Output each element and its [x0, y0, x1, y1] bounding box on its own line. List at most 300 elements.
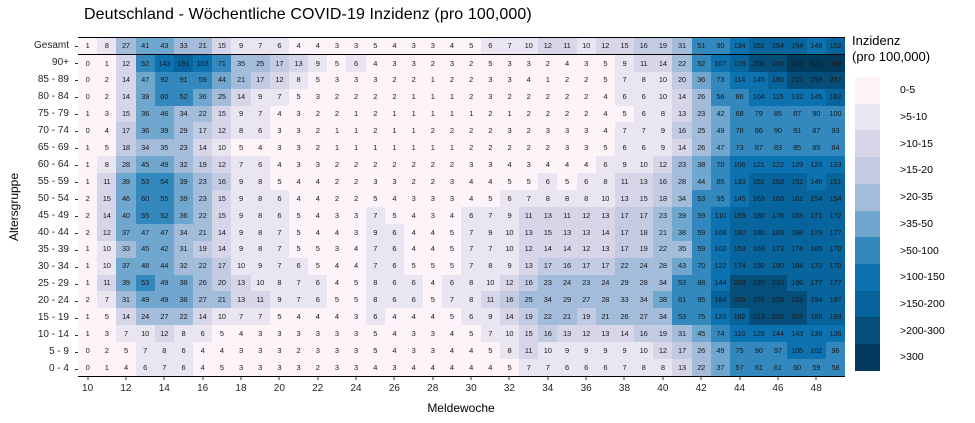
heatmap-cell: 255: [749, 291, 768, 308]
heatmap-cell: 17: [116, 122, 135, 139]
heatmap-cell: 2: [308, 139, 327, 156]
heatmap-cell: 2: [538, 55, 557, 72]
legend-item: [855, 130, 975, 157]
heatmap-cell: 2: [538, 106, 557, 123]
heatmap-cell: 39: [155, 122, 174, 139]
heatmap-cell: 15: [519, 325, 538, 342]
heatmap-cell: 54: [155, 173, 174, 190]
heatmap-cell: 2: [97, 342, 116, 359]
heatmap-cell: 11: [519, 207, 538, 224]
heatmap-cell: 10: [538, 342, 557, 359]
heatmap-cell: 3: [423, 325, 442, 342]
heatmap-cell: 39: [116, 275, 135, 292]
heatmap-cell: 106: [730, 156, 749, 173]
heatmap-cell: 7: [116, 325, 135, 342]
heatmap-cell: 43: [155, 38, 174, 55]
x-axis-tick-label: 42: [695, 383, 707, 394]
heatmap-cell: 53: [136, 173, 155, 190]
heatmap-cell: 180: [749, 224, 768, 241]
heatmap-cell: 4: [423, 275, 442, 292]
y-axis-tick: [75, 284, 78, 285]
heatmap-cell: 17: [212, 258, 231, 275]
heatmap-cell: 2: [423, 156, 442, 173]
heatmap-cell: 7: [251, 106, 270, 123]
heatmap-cell: 8: [577, 190, 596, 207]
heatmap-cell: 2: [78, 224, 97, 241]
heatmap-cell: 38: [692, 156, 711, 173]
heatmap-cell: 8: [251, 173, 270, 190]
y-axis-label: 0 - 4: [48, 363, 69, 374]
heatmap-cell: 1: [78, 173, 97, 190]
x-axis-tick: [662, 377, 663, 380]
heatmap-cell: 15: [212, 190, 231, 207]
heatmap-cell: 9: [615, 55, 634, 72]
heatmap-cell: 177: [826, 275, 845, 292]
heatmap-cell: 3: [442, 173, 461, 190]
heatmap-cell: 6: [308, 291, 327, 308]
heatmap-cell: 3: [500, 55, 519, 72]
heatmap-cell: 177: [807, 275, 826, 292]
heatmap-cell: 7: [461, 258, 480, 275]
heatmap-cell: 9: [481, 224, 500, 241]
heatmap-cell: 34: [538, 291, 557, 308]
heatmap-cell: 45: [692, 325, 711, 342]
heatmap-cell: 15: [116, 106, 135, 123]
heatmap-cell: 53: [136, 275, 155, 292]
heatmap-cell: 5: [442, 308, 461, 325]
heatmap-cell: 79: [749, 106, 768, 123]
heatmap-cell: 8: [557, 190, 576, 207]
heatmap-cell: 10: [212, 139, 231, 156]
heatmap-cell: 13: [231, 291, 250, 308]
heatmap-cell: 203: [730, 275, 749, 292]
heatmap-cell: 3: [289, 139, 308, 156]
heatmap-cell: 1: [366, 139, 385, 156]
heatmap-cell: 103: [193, 55, 212, 72]
heatmap-cell: 5: [116, 342, 135, 359]
heatmap-cell: 17: [577, 258, 596, 275]
heatmap-cell: 3: [423, 38, 442, 55]
heatmap-cell: 21: [193, 224, 212, 241]
heatmap-cell: 7: [289, 291, 308, 308]
heatmap-cell: 22: [672, 55, 691, 72]
heatmap-cell: 93: [826, 122, 845, 139]
heatmap-cell: 6: [193, 325, 212, 342]
heatmap-cell: 11: [615, 173, 634, 190]
x-axis-tick-label: 18: [235, 383, 247, 394]
heatmap-cell: 12: [519, 241, 538, 258]
y-axis-tick: [75, 165, 78, 166]
heatmap-cell: 161: [787, 190, 806, 207]
heatmap-cell: 17: [634, 207, 653, 224]
heatmap-cell: 152: [826, 38, 845, 55]
heatmap-cell: 7: [136, 342, 155, 359]
heatmap-cell: 4: [193, 359, 212, 376]
heatmap-cell: 4: [270, 106, 289, 123]
heatmap-cell: 165: [807, 241, 826, 258]
heatmap-cell: 6: [500, 190, 519, 207]
heatmap-cell: 87: [749, 139, 768, 156]
heatmap-cell: 3: [404, 325, 423, 342]
heatmap-cell: 6: [136, 359, 155, 376]
heatmap-cell: 10: [212, 308, 231, 325]
heatmap-cell: 17: [193, 122, 212, 139]
heatmap-cell: 163: [768, 190, 787, 207]
heatmap-cell: 2: [481, 122, 500, 139]
heatmap-cell: 3: [327, 207, 346, 224]
heatmap-cell: 6: [442, 275, 461, 292]
heatmap-cell: 10: [653, 72, 672, 89]
heatmap-cell: 5: [289, 207, 308, 224]
heatmap-cell: 184: [787, 258, 806, 275]
heatmap-cell: 16: [519, 275, 538, 292]
heatmap-cell: 1: [327, 122, 346, 139]
heatmap-cell: 122: [711, 258, 730, 275]
heatmap-cell: 74: [711, 325, 730, 342]
heatmap-cell: 151: [749, 173, 768, 190]
heatmap-cell: 9: [653, 122, 672, 139]
heatmap-cell: 22: [538, 308, 557, 325]
heatmap-cell: 3: [251, 325, 270, 342]
heatmap-cell: 36: [692, 72, 711, 89]
heatmap-cell: 3: [423, 190, 442, 207]
heatmap-cell: 123: [711, 308, 730, 325]
heatmap-cell: 19: [653, 38, 672, 55]
heatmap-cell: 4: [404, 207, 423, 224]
heatmap-cell: 183: [787, 207, 806, 224]
heatmap-cell: 182: [730, 308, 749, 325]
heatmap-cell: 87: [787, 106, 806, 123]
heatmap-cell: 52: [692, 55, 711, 72]
legend-color-swatch: [855, 344, 880, 371]
heatmap-cell: 7: [251, 38, 270, 55]
heatmap-cell: 3: [327, 359, 346, 376]
heatmap-cell: 95: [711, 190, 730, 207]
heatmap-cell: 7: [634, 122, 653, 139]
legend-bin-label: >10-15: [900, 137, 933, 150]
heatmap-cell: 3: [97, 106, 116, 123]
heatmap-cell: 9: [231, 224, 250, 241]
heatmap-cell: 2: [346, 190, 365, 207]
heatmap-cell: 16: [634, 38, 653, 55]
heatmap-cell: 73: [730, 139, 749, 156]
legend-item: [855, 264, 975, 291]
heatmap-cell: 8: [251, 207, 270, 224]
legend-bin-label: >50-100: [900, 244, 939, 257]
heatmap-cell: 2: [327, 173, 346, 190]
heatmap-cell: 49: [155, 275, 174, 292]
heatmap-cell: 16: [500, 291, 519, 308]
y-axis-tick: [75, 369, 78, 370]
heatmap-cell: 38: [672, 224, 691, 241]
heatmap-cell: 8: [481, 258, 500, 275]
heatmap-cell: 4: [461, 359, 480, 376]
heatmap-cell: 14: [615, 325, 634, 342]
heatmap-cell: 3: [461, 156, 480, 173]
heatmap-cell: 37: [116, 224, 135, 241]
heatmap-cell: 29: [174, 122, 193, 139]
heatmap-cell: 28: [653, 258, 672, 275]
heatmap-cell: 6: [596, 359, 615, 376]
heatmap-cell: 3: [519, 156, 538, 173]
heatmap-cell: 178: [730, 55, 749, 72]
heatmap-cell: 11: [251, 291, 270, 308]
heatmap-cell: 71: [212, 55, 231, 72]
heatmap-cell: 2: [538, 89, 557, 106]
heatmap-cell: 7: [500, 38, 519, 55]
heatmap-cell: 7: [538, 359, 557, 376]
heatmap-cell: 27: [634, 308, 653, 325]
legend-color-swatch: [855, 157, 880, 184]
legend-bin-label: >15-20: [900, 164, 933, 177]
heatmap-cell: 222: [787, 291, 806, 308]
heatmap-cell: 145: [730, 190, 749, 207]
heatmap-cell: 2: [519, 89, 538, 106]
heatmap-cell: 3: [557, 139, 576, 156]
heatmap-cell: 5: [423, 291, 442, 308]
heatmap-cell: 100: [826, 106, 845, 123]
heatmap-cell: 164: [711, 291, 730, 308]
x-axis-tick: [164, 377, 165, 380]
heatmap-cell: 18: [116, 139, 135, 156]
heatmap-cell: 2: [461, 89, 480, 106]
heatmap-cell: 105: [787, 342, 806, 359]
heatmap-cell: 3: [404, 55, 423, 72]
heatmap-cell: 21: [557, 308, 576, 325]
heatmap-cell: 6: [596, 156, 615, 173]
heatmap-cell: 133: [826, 156, 845, 173]
heatmap-cell: 56: [711, 89, 730, 106]
heatmap-cell: 1: [385, 106, 404, 123]
heatmap-cell: 3: [442, 55, 461, 72]
heatmap-cell: 121: [749, 156, 768, 173]
heatmap-cell: 12: [577, 325, 596, 342]
heatmap-cell: 151: [826, 173, 845, 190]
heatmap-cell: 10: [481, 275, 500, 292]
heatmap-cell: 210: [768, 275, 787, 292]
heatmap-cell: 194: [807, 291, 826, 308]
heatmap-cell: 2: [385, 156, 404, 173]
heatmap-cell: 4: [346, 258, 365, 275]
legend-bin-label: >200-300: [900, 324, 945, 337]
heatmap-cell: 6: [385, 258, 404, 275]
heatmap-cell: 8: [155, 342, 174, 359]
heatmap-cell: 1: [346, 106, 365, 123]
heatmap-cell: 6: [251, 122, 270, 139]
heatmap-cell: 5: [212, 359, 231, 376]
y-axis-tick: [75, 80, 78, 81]
heatmap-cell: 7: [231, 308, 250, 325]
heatmap-cell: 9: [500, 207, 519, 224]
heatmap-cell: 7: [461, 224, 480, 241]
heatmap-cell: 23: [193, 173, 212, 190]
heatmap-cell: 115: [768, 89, 787, 106]
heatmap-cell: 9: [231, 207, 250, 224]
heatmap-cell: 22: [615, 258, 634, 275]
heatmap-cell: 7: [519, 190, 538, 207]
heatmap-cell: 179: [807, 224, 826, 241]
heatmap-cell: 8: [251, 224, 270, 241]
x-axis-tick-label: 12: [120, 383, 132, 394]
heatmap-cell: 27: [577, 291, 596, 308]
heatmap-cell: 7: [615, 122, 634, 139]
heatmap-cell: 208: [749, 55, 768, 72]
x-axis-tick-label: 22: [312, 383, 324, 394]
heatmap-cell: 14: [116, 308, 135, 325]
x-axis-tick-label: 48: [810, 383, 822, 394]
heatmap-cell: 162: [826, 89, 845, 106]
x-axis-tick: [356, 377, 357, 380]
legend-color-swatch: [855, 130, 880, 157]
y-axis-label: 70 - 74: [37, 125, 69, 136]
heatmap-cell: 8: [596, 173, 615, 190]
heatmap-cell: 5: [346, 275, 365, 292]
heatmap-cell: 34: [174, 224, 193, 241]
heatmap-cell: 41: [136, 38, 155, 55]
heatmap-cell: 4: [461, 342, 480, 359]
heatmap-cell: 4: [97, 122, 116, 139]
heatmap-cell: 8: [653, 106, 672, 123]
heatmap-cell: 9: [231, 241, 250, 258]
heatmap-cell: 2: [385, 72, 404, 89]
heatmap-cell: 133: [730, 173, 749, 190]
heatmap-cell: 7: [251, 308, 270, 325]
heatmap-cell: 134: [730, 38, 749, 55]
heatmap-cell: 6: [481, 38, 500, 55]
heatmap-cell: 5: [442, 258, 461, 275]
heatmap-cell: 3: [481, 72, 500, 89]
heatmap-cell: 7: [97, 291, 116, 308]
heatmap-cell: 2: [327, 106, 346, 123]
heatmap-cell: 73: [711, 72, 730, 89]
heatmap-cell: 14: [193, 308, 212, 325]
heatmap-cell: 8: [251, 190, 270, 207]
heatmap-cell: 159: [730, 207, 749, 224]
heatmap-cell: 148: [807, 38, 826, 55]
heatmap-cell: 139: [807, 325, 826, 342]
heatmap-cell: 3: [404, 38, 423, 55]
heatmap-cell: 6: [270, 190, 289, 207]
heatmap-cell: 1: [385, 122, 404, 139]
heatmap-cell: 19: [577, 308, 596, 325]
heatmap-cell: 5: [385, 207, 404, 224]
heatmap-cell: 4: [251, 139, 270, 156]
heatmap-cell: 10: [251, 275, 270, 292]
heatmap-cell: 3: [231, 359, 250, 376]
heatmap-cell: 145: [807, 89, 826, 106]
heatmap-cell: 4: [385, 38, 404, 55]
heatmap-cell: 10: [97, 258, 116, 275]
heatmap-cell: 43: [672, 258, 691, 275]
heatmap-cell: 26: [615, 308, 634, 325]
heatmap-cell: 151: [749, 38, 768, 55]
heatmap-cell: 154: [807, 190, 826, 207]
heatmap-cell: 3: [346, 308, 365, 325]
heatmap-cell: 3: [289, 122, 308, 139]
heatmap-cell: 31: [174, 241, 193, 258]
heatmap-cell: 16: [672, 122, 691, 139]
heatmap-cell: 14: [672, 89, 691, 106]
heatmap-cell: 13: [289, 55, 308, 72]
heatmap-cell: 4: [423, 308, 442, 325]
heatmap-cell: 15: [212, 207, 231, 224]
heatmap-cell: 196: [787, 275, 806, 292]
heatmap-cell: 53: [692, 190, 711, 207]
heatmap-cell: 48: [136, 258, 155, 275]
heatmap-cell: 0: [78, 72, 97, 89]
heatmap-cell: 39: [174, 173, 193, 190]
heatmap-cell: 4: [423, 359, 442, 376]
heatmap-cell: 129: [749, 325, 768, 342]
heatmap-cell: 13: [596, 325, 615, 342]
heatmap-cell: 2: [366, 106, 385, 123]
heatmap-cell: 10: [577, 38, 596, 55]
heatmap-cell: 6: [557, 359, 576, 376]
heatmap-cell: 1: [78, 308, 97, 325]
heatmap-cell: 9: [481, 308, 500, 325]
heatmap-cell: 11: [634, 55, 653, 72]
heatmap-cell: 108: [711, 224, 730, 241]
heatmap-cell: 38: [174, 291, 193, 308]
heatmap-cell: 24: [557, 275, 576, 292]
heatmap-cell: 2: [461, 72, 480, 89]
heatmap-cell: 14: [653, 55, 672, 72]
heatmap-cell: 53: [672, 308, 691, 325]
y-axis-label: 20 - 24: [37, 295, 69, 306]
heatmap-cell: 189: [807, 308, 826, 325]
heatmap-cell: 14: [672, 139, 691, 156]
heatmap-cell: 23: [653, 207, 672, 224]
heatmap-cell: 7: [481, 207, 500, 224]
heatmap-cell: 22: [653, 241, 672, 258]
heatmap-cell: 3: [404, 342, 423, 359]
heatmap-cell: 5: [366, 190, 385, 207]
heatmap-cell: 10: [136, 325, 155, 342]
heatmap-cell: 47: [136, 224, 155, 241]
heatmap-cell: 4: [327, 308, 346, 325]
heatmap-cell: 13: [577, 224, 596, 241]
y-axis-tick: [75, 199, 78, 200]
heatmap-cell: 49: [136, 291, 155, 308]
heatmap-cell: 60: [155, 89, 174, 106]
heatmap-cell: 146: [807, 173, 826, 190]
heatmap-cell: 3: [270, 325, 289, 342]
heatmap-cell: 87: [807, 122, 826, 139]
heatmap-cell: 61: [749, 359, 768, 376]
heatmap-cell: 1: [78, 106, 97, 123]
heatmap-cell: 1: [78, 139, 97, 156]
heatmap-cell: 33: [116, 241, 135, 258]
heatmap-cell: 52: [174, 89, 193, 106]
heatmap-cell: 19: [519, 308, 538, 325]
heatmap-cell: 8: [231, 122, 250, 139]
heatmap-cell: 2: [577, 72, 596, 89]
heatmap-cell: 4: [423, 241, 442, 258]
heatmap-cell: 2: [538, 139, 557, 156]
heatmap-cell: 169: [749, 241, 768, 258]
heatmap-cell: 34: [634, 291, 653, 308]
heatmap-cell: 14: [116, 89, 135, 106]
x-axis-title: Meldewoche: [427, 401, 495, 415]
heatmap-cell: 104: [749, 89, 768, 106]
heatmap-cell: 19: [634, 241, 653, 258]
heatmap-cell: 4: [346, 241, 365, 258]
heatmap-cell: 75: [730, 342, 749, 359]
heatmap-cell: 21: [212, 291, 231, 308]
y-axis-tick: [75, 250, 78, 251]
heatmap-cell: 4: [519, 72, 538, 89]
heatmap-cell: 11: [557, 207, 576, 224]
